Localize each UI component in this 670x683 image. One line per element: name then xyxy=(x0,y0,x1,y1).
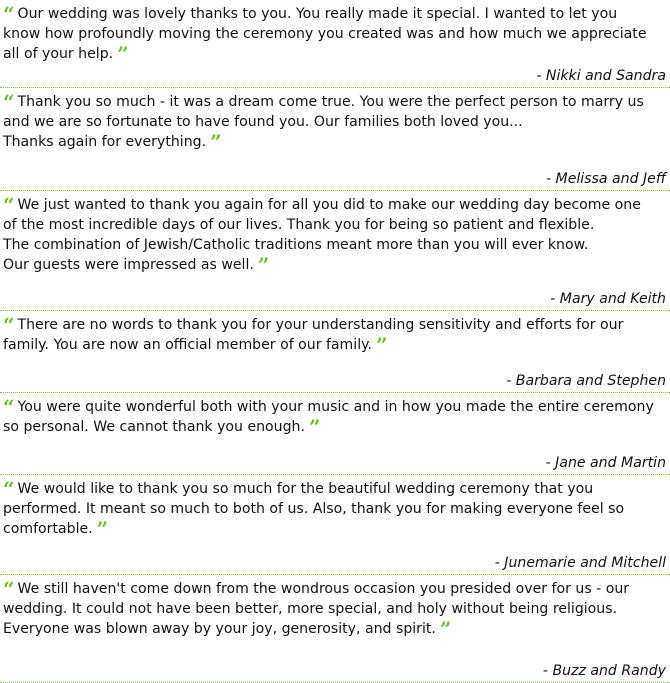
open-quote-icon: “ xyxy=(3,90,15,114)
testimonial xyxy=(0,191,670,311)
quote-line xyxy=(3,24,666,44)
quote-line-text: know how profoundly moving the ceremony you created was and how much we appreciate xyxy=(3,26,647,42)
testimonial-author: - Buzz and Randy xyxy=(542,663,666,679)
testimonial-quote xyxy=(3,575,666,639)
quote-line xyxy=(3,619,666,639)
quote-line-text: performed. It meant so much to both of us. Also, thank you for making everyone feel so xyxy=(3,501,625,517)
quote-line xyxy=(3,499,666,519)
quote-line xyxy=(3,215,666,235)
testimonial-author: - Jane and Martin xyxy=(545,455,666,471)
testimonial-author: - Melissa and Jeff xyxy=(545,171,666,187)
testimonial-quote xyxy=(3,311,666,355)
quote-line-text: and we are so fortunate to have found you. Our families both loved you... xyxy=(3,114,523,130)
quote-line xyxy=(3,44,666,64)
testimonial xyxy=(0,393,670,475)
quote-line xyxy=(3,112,666,132)
close-quote-icon: ” xyxy=(117,42,129,66)
quote-line xyxy=(3,4,666,24)
quote-line-text: The combination of Jewish/Catholic traditions meant more than you will ever know. xyxy=(3,237,589,253)
quote-line-text: There are no words to thank you for your understanding sensitivity and efforts for our xyxy=(17,317,624,333)
testimonial xyxy=(0,575,670,683)
testimonial xyxy=(0,311,670,393)
quote-line-text: of the most incredible days of our lives. Thank you for being so patient and flexible. xyxy=(3,217,595,233)
testimonial-author: - Barbara and Stephen xyxy=(506,373,666,389)
quote-line xyxy=(3,315,666,335)
quote-line-text: Thank you so much - it was a dream come true. You were the perfect person to marry us xyxy=(17,94,644,110)
quote-line xyxy=(3,417,666,437)
close-quote-icon: ” xyxy=(375,333,388,357)
quote-line-text: Our wedding was lovely thanks to you. You really made it special. I wanted to let you xyxy=(17,6,618,22)
quote-line-text: so personal. We cannot thank you enough. xyxy=(3,419,305,435)
testimonial xyxy=(0,0,670,88)
open-quote-icon: “ xyxy=(3,313,15,337)
open-quote-icon: “ xyxy=(3,2,15,26)
close-quote-icon: ” xyxy=(96,517,109,541)
open-quote-icon: “ xyxy=(3,193,15,217)
close-quote-icon: ” xyxy=(210,130,222,154)
testimonial-quote xyxy=(3,393,666,437)
quote-line-text: Thanks again for everything. xyxy=(3,134,207,150)
close-quote-icon: ” xyxy=(439,617,452,641)
close-quote-icon: ” xyxy=(257,253,270,277)
quote-line-text: We still haven't come down from the wondrous occasion you presided over for us - our xyxy=(17,581,630,597)
quote-line-text: wedding. It could not have been better, more special, and holy without being religious. xyxy=(3,601,618,617)
quote-line xyxy=(3,479,666,499)
quote-line-text: family. You are now an official member of our family. xyxy=(3,337,372,353)
testimonial-quote xyxy=(3,0,666,64)
testimonial-author: - Nikki and Sandra xyxy=(536,68,666,84)
close-quote-icon: ” xyxy=(308,415,321,439)
open-quote-icon: “ xyxy=(3,395,15,419)
quote-line xyxy=(3,92,666,112)
testimonial-author: - Junemarie and Mitchell xyxy=(494,555,666,571)
quote-line xyxy=(3,132,666,152)
quote-line xyxy=(3,195,666,215)
quote-line xyxy=(3,335,666,355)
testimonial-author: - Mary and Keith xyxy=(550,291,666,307)
quote-line-text: You were quite wonderful both with your music and in how you made the entire ceremony xyxy=(17,399,654,415)
testimonial xyxy=(0,475,670,575)
quote-line xyxy=(3,397,666,417)
quote-line-text: Everyone was blown away by your joy, generosity, and spirit. xyxy=(3,621,436,637)
quote-line xyxy=(3,579,666,599)
quote-line xyxy=(3,519,666,539)
quote-line-text: Our guests were impressed as well. xyxy=(3,257,254,273)
open-quote-icon: “ xyxy=(3,477,15,501)
testimonial-quote xyxy=(3,88,666,152)
quote-line xyxy=(3,599,666,619)
quote-line xyxy=(3,255,666,275)
quote-line-text: We would like to thank you so much for the beautiful wedding ceremony that you xyxy=(17,481,594,497)
testimonial-quote xyxy=(3,475,666,539)
testimonial xyxy=(0,88,670,191)
quote-line-text: We just wanted to thank you again for all you did to make our wedding day become one xyxy=(17,197,641,213)
quote-line xyxy=(3,235,666,255)
quote-line-text: all of your help. xyxy=(3,46,114,62)
quote-line-text: comfortable. xyxy=(3,521,93,537)
open-quote-icon: “ xyxy=(3,577,15,601)
testimonial-quote xyxy=(3,191,666,275)
